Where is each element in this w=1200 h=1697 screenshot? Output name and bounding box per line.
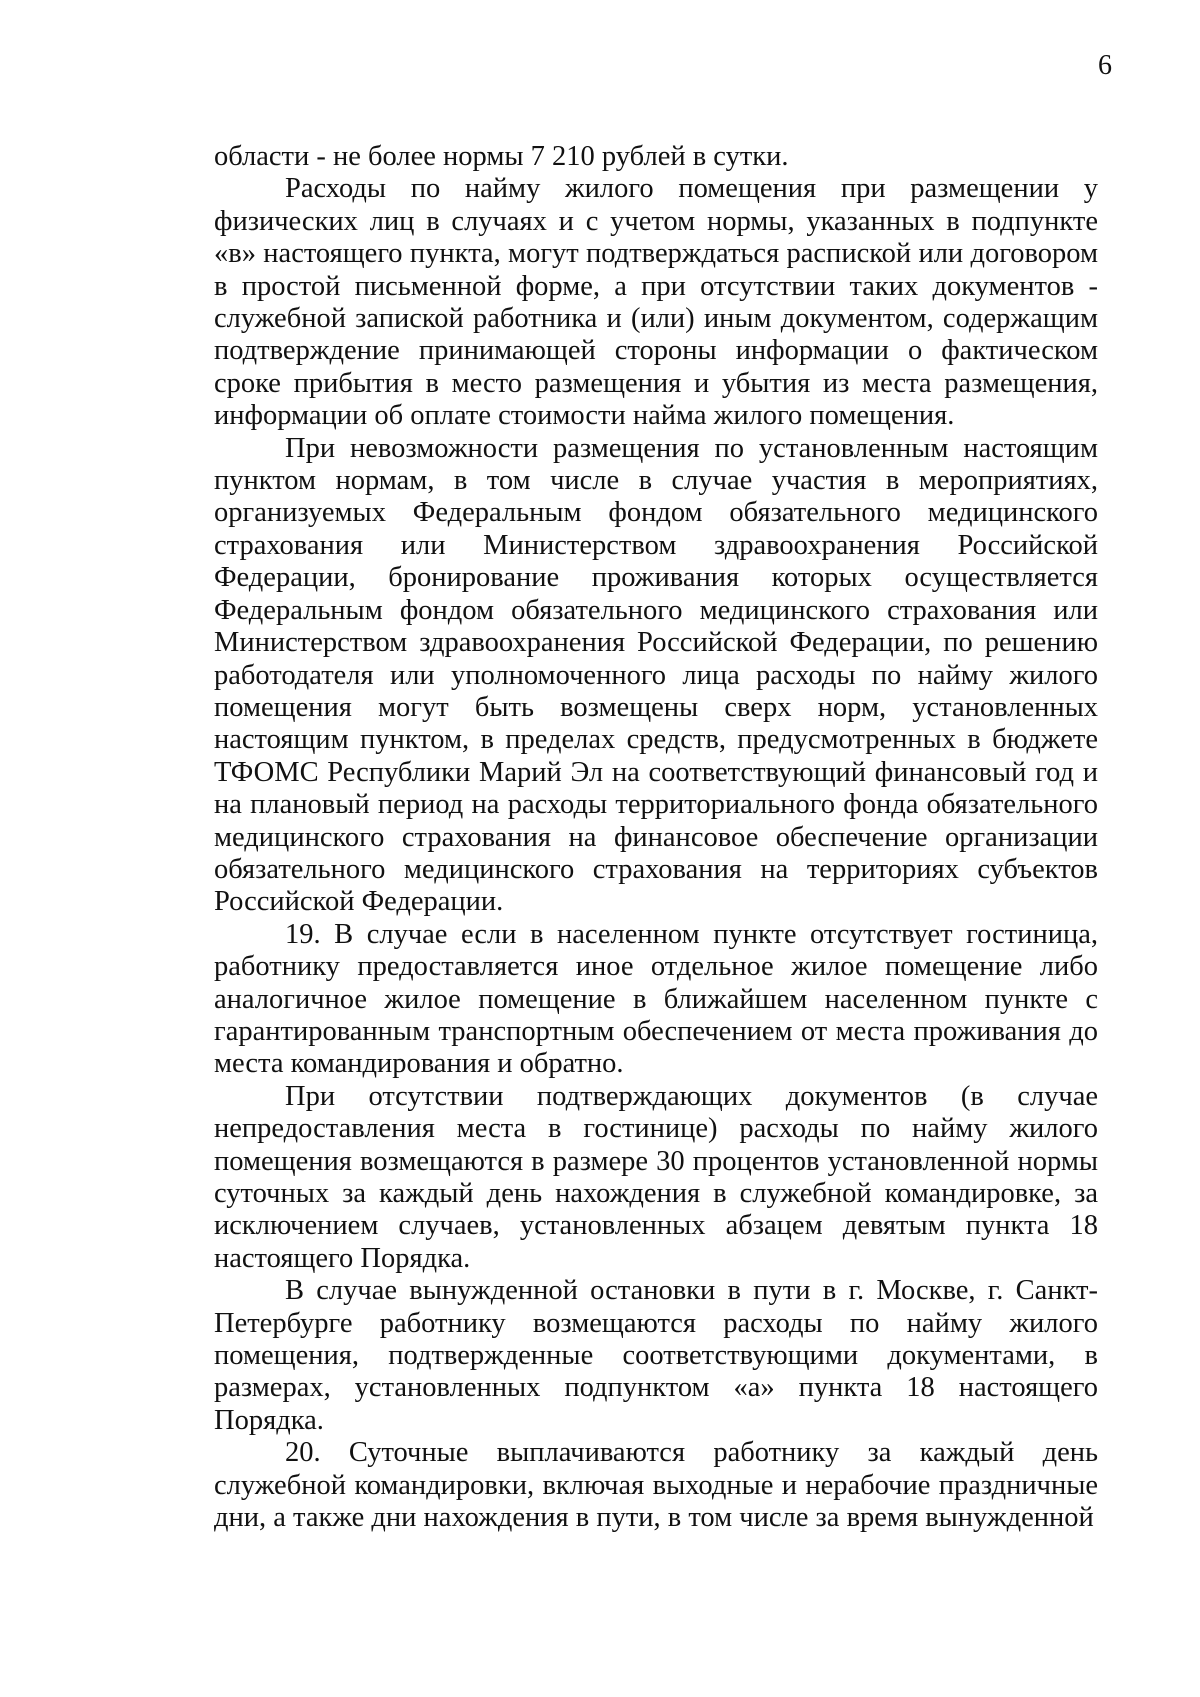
page-number: 6 <box>1098 50 1112 81</box>
paragraph-forced-stop: В случае вынужденной остановки в пути в г. Москве, г. Санкт-Петербурге работнику возмещаются расходы по найму жилого помещения, подтвержденные соответствующими документами, в размерах, установленных подпунктом «а» пункта 18 настоящего Порядка. <box>214 1275 1098 1436</box>
paragraph-clause-19: 19. В случае если в населенном пункте отсутствует гостиница, работнику предоставляется иное отдельное жилое помещение либо аналогичное жилое помещение в ближайшем населенном пункте с гарантированным транспортным обеспечением от места проживания до места командирования и обратно. <box>214 918 1098 1080</box>
document-body <box>214 141 1098 1534</box>
paragraph-continuation: области - не более нормы 7 210 рублей в сутки. <box>214 141 789 172</box>
paragraph-no-documents: При отсутствии подтверждающих документов (в случае непредоставления места в гостинице) расходы по найму жилого помещения возмещаются в размере 30 процентов установленной нормы суточных за каждый день нахождения в служебной командировке, за исключением случаев, установленных абзацем девятым пункта 18 настоящего Порядка. <box>214 1080 1098 1274</box>
paragraph-housing-over-norm: При невозможности размещения по установленным настоящим пунктом нормам, в том числе в случае участия в мероприятиях, организуемых Федеральным фондом обязательного медицинского страхования или Министерством здравоохранения Российской Федерации, бронирование проживания которых осуществляется Федеральным фондом обязательного медицинского страхования или Министерством здравоохранения Российской Федерации, по решению работодателя или уполномоченного лица расходы по найму жилого помещения могут быть возмещены сверх норм, установленных настоящим пунктом, в пределах средств, предусмотренных в бюджете ТФОМС Республики Марий Эл на соответствующий финансовый год и на плановый период на расходы территориального фонда обязательного медицинского страхования на финансовое обеспечение организации обязательного медицинского страхования на территориях субъектов Российской Федерации. <box>214 432 1098 918</box>
paragraph-housing-receipt: Расходы по найму жилого помещения при размещении у физических лиц в случаях и с учетом нормы, указанных в подпункте «в» настоящего пункта, могут подтверждаться распиской или договором в простой письменной форме, а при отсутствии таких документов - служебной запиской работника и (или) иным документом, содержащим подтверждение принимающей стороны информации о фактическом сроке прибытия в место размещения и убытия из места размещения, информации об оплате стоимости найма жилого помещения. <box>214 173 1098 432</box>
paragraph-clause-20: 20. Суточные выплачиваются работнику за каждый день служебной командировки, включая выходные и нерабочие праздничные дни, а также дни нахождения в пути, в том числе за время вынужденной <box>214 1437 1098 1534</box>
